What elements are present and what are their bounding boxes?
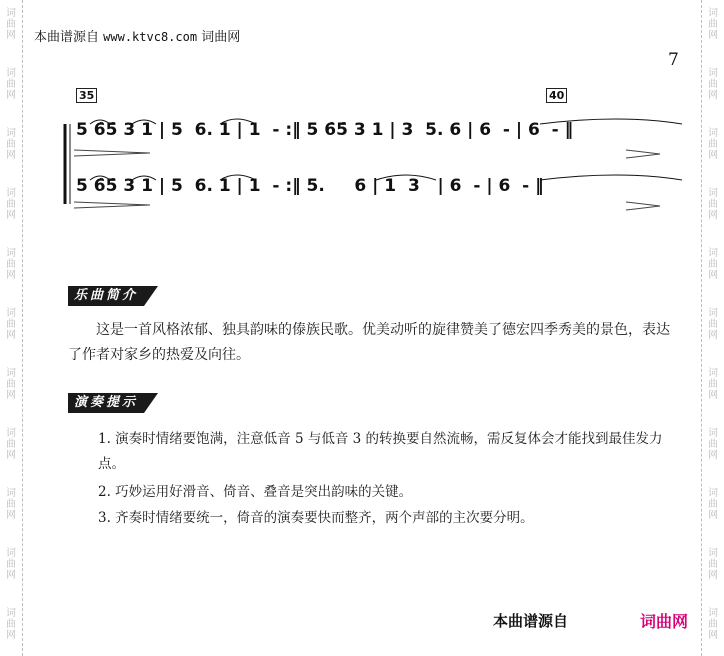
watermark-char: 词 (6, 428, 16, 439)
watermark-char: 词 (6, 248, 16, 259)
tip-item: 1. 演奏时情绪要饱满，注意低音 5 与低音 3 的转换要自然流畅，需反复体会才能找到最佳发力点。 (98, 431, 663, 472)
watermark-glyphs (2, 428, 20, 461)
score-line-top: 5 6̇5̇ 3 1 | 5 6. 1 | 1 - :‖ 5 6̇5̇ 3 1 | 3 5. 6 | 6 - | 6 - ‖ (76, 120, 574, 140)
watermark-glyphs (704, 428, 722, 461)
watermark-char: 曲 (708, 19, 718, 30)
watermark-char: 曲 (708, 199, 718, 210)
watermark-char: 词 (6, 308, 16, 319)
watermark-char: 网 (6, 90, 16, 101)
watermark-glyphs (704, 368, 722, 401)
watermark-char: 曲 (708, 379, 718, 390)
watermark-char: 网 (6, 330, 16, 341)
watermark-char: 曲 (708, 259, 718, 270)
watermark-glyphs (2, 608, 20, 641)
watermark-char: 网 (6, 510, 16, 521)
tip-item: 2. 巧妙运用好滑音、倚音、叠音是突出韵味的关键。 (98, 484, 413, 500)
watermark-char: 网 (708, 570, 718, 581)
page-header (34, 26, 240, 45)
watermark-glyphs (704, 608, 722, 641)
watermark-char: 词 (6, 188, 16, 199)
measure-number: 40 (546, 88, 567, 103)
watermark-char: 网 (708, 90, 718, 101)
footer-source-label: 本曲谱源自 (493, 612, 569, 630)
footer-site-name[interactable]: 词曲网 (640, 612, 689, 631)
watermark-glyphs (2, 248, 20, 281)
music-score (60, 84, 692, 214)
watermark-char: 曲 (6, 19, 16, 30)
watermark-glyphs (704, 248, 722, 281)
watermark-char: 词 (708, 608, 718, 619)
watermark-char: 词 (6, 368, 16, 379)
watermark-char: 词 (6, 488, 16, 499)
watermark-char: 网 (6, 270, 16, 281)
watermark-char: 曲 (708, 79, 718, 90)
watermark-char: 网 (708, 510, 718, 521)
watermark-glyphs (2, 548, 20, 581)
watermark-char: 曲 (6, 199, 16, 210)
watermark-glyphs (2, 308, 20, 341)
watermark-char: 曲 (6, 319, 16, 330)
watermark-char: 词 (708, 308, 718, 319)
watermark-char: 曲 (6, 79, 16, 90)
watermark-char: 词 (708, 248, 718, 259)
watermark-char: 网 (708, 390, 718, 401)
watermark-char: 词 (6, 8, 16, 19)
watermark-glyphs (2, 488, 20, 521)
watermark-char: 网 (708, 270, 718, 281)
watermark-char: 网 (708, 630, 718, 641)
section-tips-title: 演奏提示 (68, 393, 144, 413)
watermark-char: 网 (6, 450, 16, 461)
watermark-glyphs (704, 548, 722, 581)
watermark-char: 词 (6, 68, 16, 79)
watermark-char: 曲 (708, 139, 718, 150)
watermark-glyphs (2, 68, 20, 101)
watermark-char: 网 (6, 630, 16, 641)
watermark-char: 词 (708, 68, 718, 79)
watermark-char: 曲 (6, 139, 16, 150)
tip-item: 3. 齐奏时情绪要统一，倚音的演奏要快而整齐，两个声部的主次要分明。 (98, 510, 534, 526)
watermark-char: 网 (6, 390, 16, 401)
watermark-char: 曲 (6, 559, 16, 570)
watermark-glyphs (2, 188, 20, 221)
watermark-glyphs (704, 308, 722, 341)
left-margin-line (22, 0, 23, 656)
watermark-char: 词 (708, 128, 718, 139)
watermark-char: 曲 (708, 319, 718, 330)
watermark-char: 词 (6, 128, 16, 139)
watermark-char: 网 (708, 150, 718, 161)
watermark-glyphs (704, 188, 722, 221)
watermark-glyphs (704, 488, 722, 521)
watermark-char: 曲 (6, 259, 16, 270)
watermark-glyphs (704, 8, 722, 41)
watermark-char: 词 (708, 188, 718, 199)
watermark-glyphs (704, 128, 722, 161)
watermark-char: 曲 (6, 619, 16, 630)
watermark-glyphs (2, 128, 20, 161)
watermark-glyphs (2, 8, 20, 41)
watermark-char: 词 (708, 8, 718, 19)
right-margin-line (701, 0, 702, 656)
watermark-char: 网 (708, 210, 718, 221)
watermark-char: 网 (708, 450, 718, 461)
watermark-char: 词 (708, 428, 718, 439)
watermark-char: 词 (6, 548, 16, 559)
watermark-char: 网 (708, 330, 718, 341)
watermark-char: 词 (708, 488, 718, 499)
page-number: 7 (668, 50, 679, 70)
watermark-char: 网 (6, 150, 16, 161)
watermark-char: 曲 (708, 619, 718, 630)
watermark-char: 曲 (708, 499, 718, 510)
watermark-char: 曲 (708, 559, 718, 570)
watermark-char: 词 (6, 608, 16, 619)
watermark-char: 词 (708, 368, 718, 379)
watermark-char: 曲 (6, 439, 16, 450)
section-intro-title: 乐曲简介 (68, 286, 144, 306)
watermark-char: 网 (6, 570, 16, 581)
watermark-char: 曲 (708, 439, 718, 450)
watermark-glyphs (2, 368, 20, 401)
header-site-name: 词曲网 (201, 30, 241, 45)
watermark-char: 网 (6, 210, 16, 221)
header-site-prefix: 本曲谱源自 (34, 30, 100, 45)
watermark-char: 曲 (6, 379, 16, 390)
score-line-bottom: 5 6̇5̇ 3 1 | 5 6. 1 | 1 - :‖ 5. 6 | 1 3 | 6 - | 6 - ‖ (76, 176, 544, 196)
watermark-char: 曲 (6, 499, 16, 510)
watermark-char: 词 (708, 548, 718, 559)
header-site-url[interactable]: www.ktvc8.com (103, 30, 198, 44)
watermark-glyphs (704, 68, 722, 101)
measure-number: 35 (76, 88, 97, 103)
watermark-char: 网 (6, 30, 16, 41)
section-intro-text: 这是一首风格浓郁、独具韵味的傣族民歌。优美动听的旋律赞美了德宏四季秀美的景色，表达了作者对家乡的热爱及向往。 (68, 322, 670, 363)
watermark-char: 网 (708, 30, 718, 41)
